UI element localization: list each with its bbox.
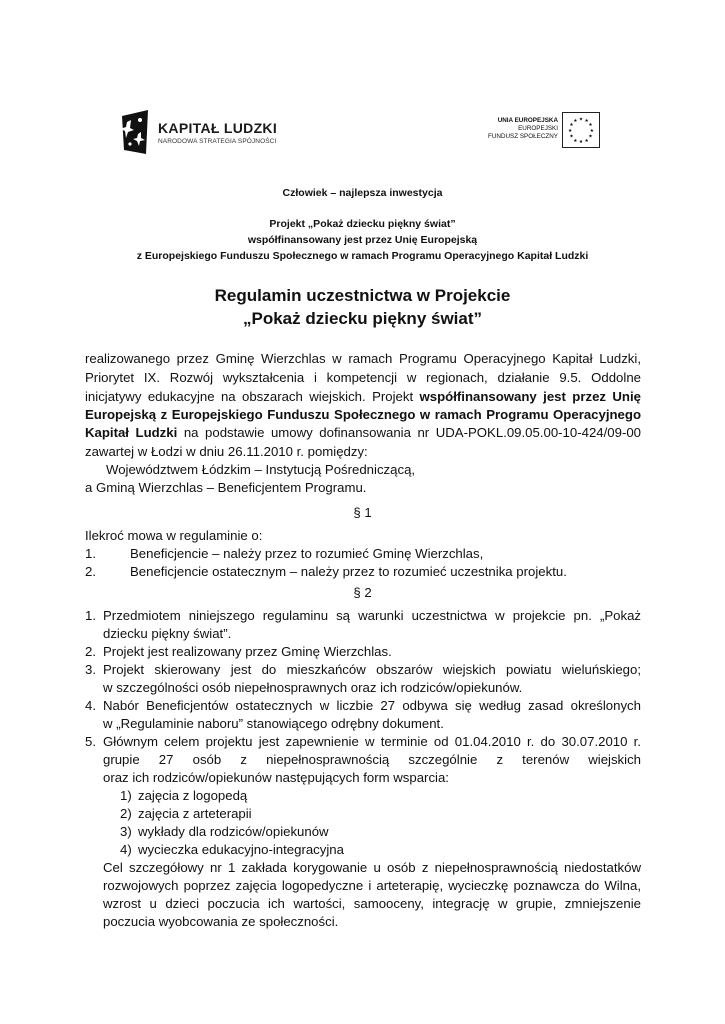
intro-line-8: a Gminą Wierzchlas – Beneficjentem Programu. [85, 480, 367, 495]
project-line-3: z Europejskiego Funduszu Społecznego w ramach Programu Operacyjnego Kapitał Ludzki [136, 250, 589, 262]
svg-text:★: ★ [588, 123, 593, 129]
svg-text:★: ★ [578, 117, 584, 123]
section-2-item-3-line-1: Projekt skierowany jest do mieszkańców obszarów wiejskich powiatu wieluńskiego; [103, 662, 641, 677]
section-1-item-text: Beneficjencie – należy przez to rozumieć Gminę Wierzchlas, [130, 546, 484, 561]
support-form-num: 2) [120, 806, 132, 821]
support-form-text: wycieczka edukacyjno-integracyjna [138, 842, 344, 857]
svg-text:★: ★ [573, 138, 578, 144]
section-2-item-5-line-3: oraz ich rodziców/opiekunów następujących form wsparcia: [103, 770, 449, 785]
section-2-item-4-line-1: Nabór Beneficjentów ostatecznych w liczbie 27 odbywa się według zasad określonych [103, 698, 641, 713]
svg-text:★: ★ [573, 118, 578, 124]
svg-text:★: ★ [568, 128, 573, 134]
eu-flag-icon [562, 112, 600, 148]
intro-line-7: Województwem Łódzkim – Instytucją Pośredniczącą, [106, 462, 416, 477]
goal-line-1: Cel szczegółowy nr 1 zakłada korygowanie u osób z niepełnosprawnością niedostatków [103, 860, 641, 875]
intro-line-1: realizowanego przez Gminę Wierzchlas w ramach Programu Operacyjnego Kapitał Ludzki, [85, 351, 641, 366]
support-form-num: 3) [120, 824, 132, 839]
support-form-num: 1) [120, 788, 132, 803]
section-2-item-2-line-1: Projekt jest realizowany przez Gminę Wierzchlas. [103, 644, 392, 659]
section-2-item-1-line-2: dziecku piękny świat”. [103, 626, 232, 641]
motto: Człowiek – najlepsza inwestycja [282, 187, 443, 199]
intro-line-3a: inicjatywy edukacyjne na obszarach wiejskich. Projekt [85, 389, 420, 404]
goal-line-2: rozwojowych poprzez zajęcia logopedyczne i arteterapię, wycieczkę poznawcza do Wilna, [103, 878, 641, 893]
svg-text:★: ★ [569, 134, 574, 140]
section-2-item-num: 1. [85, 608, 96, 623]
section-2-item-num: 2. [85, 644, 96, 659]
section-2-item-5-line-2: grupie 27 osób z niepełnosprawnością szczególnie z terenów wiejskich [103, 752, 641, 767]
section-1-heading: § 1 [353, 505, 372, 520]
section-2-item-4-line-2: w „Regulaminie naboru” stanowiącego odrębny dokument. [103, 716, 444, 731]
section-2-item-num: 3. [85, 662, 96, 677]
page-title-line-2: „Pokaż dziecku piękny świat” [242, 309, 483, 328]
section-2-item-num: 4. [85, 698, 96, 713]
eu-logo-line3: FUNDUSZ SPOŁECZNY [488, 133, 558, 140]
eu-logo-text [488, 117, 558, 141]
intro-line-3b: współfinansowany jest przez Unię [419, 389, 641, 404]
goal-line-3: wzrost u dzieci poczucia ich wartości, samooceny, integrację w grupie, zmniejszenie [103, 896, 641, 911]
intro-line-5b: na podstawie umowy dofinansowania nr UDA-POKL.09.05.00-10-424/09-00 [177, 425, 642, 440]
intro-line-2: Priorytet IX. Rozwój wykształcenia i kompetencji w regionach, działanie 9.5. Oddolne [85, 370, 641, 385]
intro-line-5a: Kapitał Ludzki [85, 425, 178, 440]
eu-logo-line1: UNIA EUROPEJSKA [497, 117, 558, 124]
section-2-item-num: 5. [85, 734, 96, 749]
project-line-1: Projekt „Pokaż dziecku piękny świat” [269, 218, 456, 230]
support-form-text: zajęcia z arteterapii [138, 806, 252, 821]
svg-text:★: ★ [578, 140, 584, 146]
kapital-ludzki-subtitle: NARODOWA STRATEGIA SPÓJNOŚCI [158, 138, 277, 145]
support-form-text: wykłady dla rodziców/opiekunów [138, 824, 329, 839]
support-form-text: zajęcia z logopedą [138, 788, 248, 803]
section-1-lead: Ilekroć mowa w regulaminie o: [85, 528, 263, 543]
intro-line-6: zawartej w Łodzi w dniu 26.11.2010 r. pomiędzy: [85, 444, 368, 459]
kapital-ludzki-mark-icon [118, 108, 152, 158]
svg-text:★: ★ [584, 138, 589, 144]
section-1-item-num: 2. [85, 564, 96, 579]
svg-text:★: ★ [589, 128, 594, 134]
project-line-2: współfinansowany jest przez Unię Europejską [247, 234, 478, 246]
section-1-item-text: Beneficjencie ostatecznym – należy przez to rozumieć uczestnika projektu. [130, 564, 567, 579]
goal-line-4: poczucia wyobcowania ze społeczności. [103, 914, 339, 929]
intro-line-3 [85, 388, 641, 407]
section-2-item-3-line-2: w szczególności osób niepełnosprawnych oraz ich rodziców/opiekunów. [103, 680, 523, 695]
support-form-num: 4) [120, 842, 132, 857]
section-1-item-num: 1. [85, 546, 96, 561]
svg-text:★: ★ [584, 118, 589, 124]
section-2-item-1-line-1: Przedmiotem niniejszego regulaminu są warunki uczestnictwa w projekcie pn. „Pokaż [103, 608, 641, 623]
svg-text:★: ★ [569, 123, 574, 129]
intro-line-4: Europejską z Europejskiego Funduszu Społecznego w ramach Programu Operacyjnego [85, 407, 641, 422]
page-title-line-1: Regulamin uczestnictwa w Projekcie [214, 286, 511, 305]
svg-text:★: ★ [588, 134, 593, 140]
intro-line-5 [85, 424, 641, 443]
kapital-ludzki-title: KAPITAŁ LUDZKI [158, 120, 278, 136]
eu-logo-line2: EUROPEJSKI [518, 125, 558, 132]
eu-logo [490, 112, 620, 148]
section-2-heading: § 2 [353, 585, 372, 600]
section-2-item-5-line-1: Głównym celem projektu jest zapewnienie w terminie od 01.04.2010 r. do 30.07.2010 r. [103, 734, 641, 749]
